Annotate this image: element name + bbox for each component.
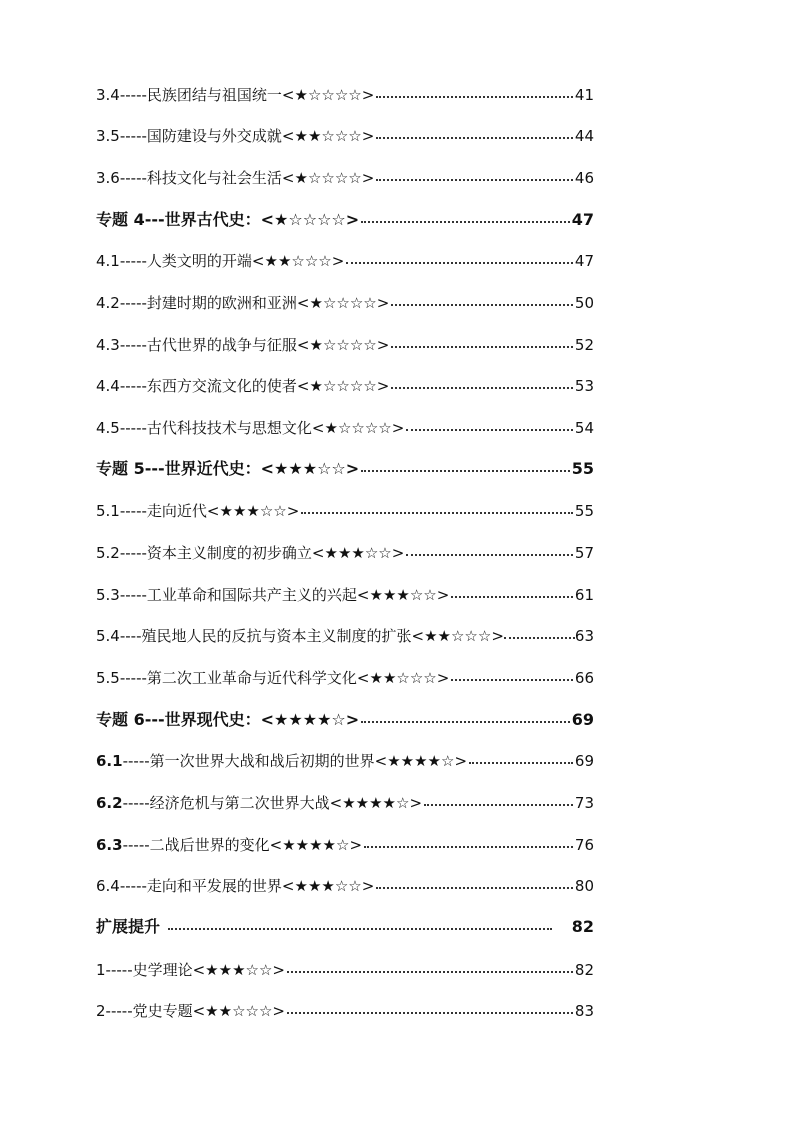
dot-leader <box>469 762 573 764</box>
toc-entry-number: 5.5 <box>96 669 120 687</box>
toc-entry-title: -----古代科技技术与思想文化<★☆☆☆☆> <box>119 419 405 437</box>
toc-entry-title: -----经济危机与第二次世界大战<★★★★☆> <box>122 794 423 812</box>
toc-entry-number: 4.1 <box>96 252 120 270</box>
dot-leader <box>287 1012 573 1014</box>
toc-entry-page: 66 <box>574 669 594 687</box>
toc-entry-number: 6.3 <box>96 836 123 854</box>
toc-entry-5-5[interactable] <box>96 665 594 691</box>
toc-entry-page: 53 <box>574 377 594 395</box>
toc-entry-2[interactable] <box>96 998 594 1024</box>
dot-leader <box>391 387 573 389</box>
toc-entry-title: -----古代世界的战争与征服<★☆☆☆☆> <box>119 336 390 354</box>
toc-entry-page: 54 <box>574 419 594 437</box>
toc-heading-topic-5[interactable] <box>96 456 594 482</box>
dot-leader <box>301 512 573 514</box>
dot-leader <box>376 179 573 181</box>
toc-entry-4-3[interactable] <box>96 332 594 358</box>
toc-entry-number: 4.2 <box>96 294 120 312</box>
toc-entry-4-2[interactable] <box>96 290 594 316</box>
toc-heading-page: 69 <box>571 710 594 729</box>
toc-entry-page: 61 <box>574 586 594 604</box>
toc-heading-title: ---世界古代史：<★☆☆☆☆> <box>144 210 360 229</box>
toc-entry-number: 4.5 <box>96 419 120 437</box>
toc-heading-topic-4[interactable] <box>96 207 594 233</box>
toc-entry-6-1[interactable] <box>96 748 594 774</box>
toc-entry-number: 3.4 <box>96 86 120 104</box>
dot-leader <box>391 346 573 348</box>
toc-entry-3-5[interactable] <box>96 123 594 149</box>
toc-entry-page: 44 <box>574 127 594 145</box>
toc-entry-number: 6.2 <box>96 794 123 812</box>
toc-entry-title: -----走向和平发展的世界<★★★☆☆> <box>119 877 375 895</box>
toc-entry-page: 57 <box>574 544 594 562</box>
toc-entry-page: 82 <box>574 961 594 979</box>
dot-leader <box>376 96 573 98</box>
dot-leader <box>424 804 573 806</box>
toc-heading-topic-6[interactable] <box>96 707 594 733</box>
toc-entry-number: 3.6 <box>96 169 120 187</box>
toc-heading-page: 47 <box>571 210 594 229</box>
dot-leader <box>361 470 570 472</box>
toc-entry-page: 52 <box>574 336 594 354</box>
toc-entry-6-4[interactable] <box>96 873 594 899</box>
toc-entry-title: -----资本主义制度的初步确立<★★★☆☆> <box>119 544 405 562</box>
toc-entry-5-3[interactable] <box>96 582 594 608</box>
dot-leader <box>361 721 570 723</box>
toc-entry-number: 5.3 <box>96 586 120 604</box>
toc-entry-number: 3.5 <box>96 127 120 145</box>
toc-entry-4-1[interactable] <box>96 248 594 274</box>
toc-entry-title: -----第一次世界大战和战后初期的世界<★★★★☆> <box>122 752 468 770</box>
toc-entry-number: 5.2 <box>96 544 120 562</box>
toc-entry-title: -----东西方交流文化的使者<★☆☆☆☆> <box>119 377 390 395</box>
toc-entry-4-5[interactable] <box>96 415 594 441</box>
toc-entry-page: 83 <box>574 1002 594 1020</box>
toc-entry-page: 47 <box>574 252 594 270</box>
toc-entry-page: 46 <box>574 169 594 187</box>
toc-heading-page: 55 <box>571 459 594 478</box>
dot-leader <box>168 928 552 930</box>
dot-leader <box>504 637 575 639</box>
toc-entry-page: 80 <box>574 877 594 895</box>
toc-entry-page: 63 <box>574 627 594 645</box>
toc-heading-number: 专题 4 <box>96 210 145 229</box>
dot-leader <box>451 596 573 598</box>
toc-heading-number: 扩展提升 <box>96 917 161 936</box>
dot-leader <box>361 221 570 223</box>
toc-entry-title: -----工业革命和国际共产主义的兴起<★★★☆☆> <box>119 586 450 604</box>
toc-entry-title: -----第二次工业革命与近代科学文化<★★☆☆☆> <box>119 669 450 687</box>
toc-entry-number: 4.3 <box>96 336 120 354</box>
toc-heading-number: 专题 6 <box>96 710 145 729</box>
dot-leader <box>287 971 573 973</box>
toc-entry-title: -----科技文化与社会生活<★☆☆☆☆> <box>119 169 375 187</box>
dot-leader <box>391 304 573 306</box>
toc-entry-5-4[interactable] <box>96 623 594 649</box>
toc-entry-3-6[interactable] <box>96 165 594 191</box>
dot-leader <box>376 137 573 139</box>
dot-leader <box>406 554 573 556</box>
toc-entry-5-2[interactable] <box>96 540 594 566</box>
dot-leader <box>406 429 573 431</box>
toc-heading-extension[interactable] <box>96 914 594 940</box>
toc-entry-title: -----史学理论<★★★☆☆> <box>105 961 285 979</box>
toc-entry-title: -----党史专题<★★☆☆☆> <box>105 1002 285 1020</box>
toc-entry-number: 5.4 <box>96 627 120 645</box>
toc-heading-title: ---世界近代史：<★★★☆☆> <box>144 459 360 478</box>
toc-entry-title: -----人类文明的开端<★★☆☆☆> <box>119 252 345 270</box>
toc-entry-number: 1 <box>96 961 106 979</box>
toc-entry-title: ----殖民地人民的反抗与资本主义制度的扩张<★★☆☆☆> <box>119 627 504 645</box>
toc-entry-number: 6.4 <box>96 877 120 895</box>
toc-entry-title: -----民族团结与祖国统一<★☆☆☆☆> <box>119 86 375 104</box>
toc-entry-title: -----封建时期的欧洲和亚洲<★☆☆☆☆> <box>119 294 390 312</box>
toc-entry-4-4[interactable] <box>96 373 594 399</box>
toc-entry-page: 41 <box>574 86 594 104</box>
toc-entry-number: 5.1 <box>96 502 120 520</box>
dot-leader <box>364 846 573 848</box>
toc-heading-title: ---世界现代史：<★★★★☆> <box>144 710 360 729</box>
toc-entry-page: 55 <box>574 502 594 520</box>
toc-entry-title: -----二战后世界的变化<★★★★☆> <box>122 836 363 854</box>
toc-entry-6-2[interactable] <box>96 790 594 816</box>
toc-entry-title: -----走向近代<★★★☆☆> <box>119 502 300 520</box>
toc-entry-number: 4.4 <box>96 377 120 395</box>
toc-entry-page: 73 <box>574 794 594 812</box>
toc-entry-3-4[interactable] <box>96 82 594 108</box>
dot-leader <box>451 679 573 681</box>
toc-heading-number: 专题 5 <box>96 459 145 478</box>
dot-leader <box>376 887 573 889</box>
toc-entry-number: 6.1 <box>96 752 123 770</box>
toc-entry-title: -----国防建设与外交成就<★★☆☆☆> <box>119 127 375 145</box>
toc-entry-page: 76 <box>574 836 594 854</box>
toc-entry-5-1[interactable] <box>96 498 594 524</box>
dot-leader <box>346 262 573 264</box>
toc-heading-page: 82 <box>571 917 594 936</box>
toc-entry-page: 69 <box>574 752 594 770</box>
toc-entry-number: 2 <box>96 1002 106 1020</box>
toc-entry-1[interactable] <box>96 957 594 983</box>
toc-entry-page: 50 <box>574 294 594 312</box>
toc-entry-6-3[interactable] <box>96 832 594 858</box>
